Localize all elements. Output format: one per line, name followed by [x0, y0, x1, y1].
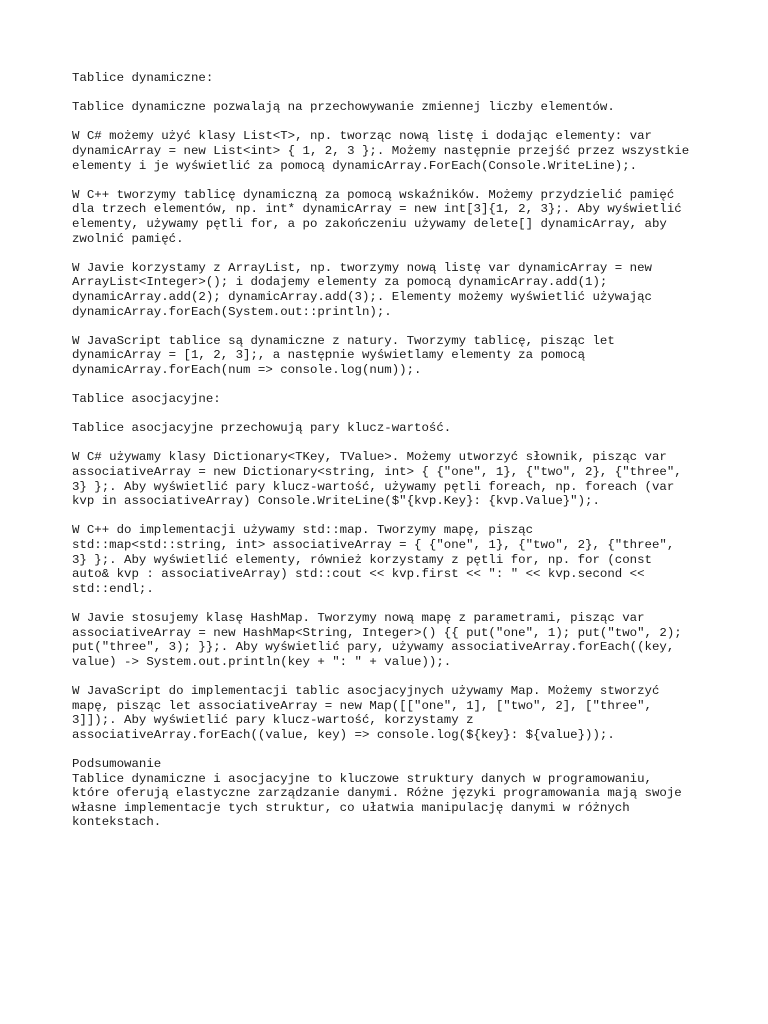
paragraph-associative-intro: Tablice asocjacyjne przechowują pary klucz-wartość.	[72, 421, 452, 436]
document-body	[72, 71, 702, 830]
paragraph-associative-cpp: W C++ do implementacji używamy std::map. Tworzymy mapę, pisząc std::map<std::string, int> associativeArray = { {"one", 1}, {"two", 2}, {"three", 3} };. Aby wyświetlić elementy, również korzystamy z pętli for, np. for (const auto& kvp : associativeArray) std::cout << kvp.first << ": " << kvp.second << std::endl;.	[72, 523, 675, 596]
paragraph-associative-csharp: W C# używamy klasy Dictionary<TKey, TValue>. Możemy utworzyć słownik, pisząc var associativeArray = new Dictionary<string, int> { {"one", 1}, {"two", 2}, {"three", 3} };. Aby wyświetlić pary klucz-wartość, używamy pętli foreach, np. foreach (var kvp in associativeArray) Console.WriteLine($"{kvp.Key}: {kvp.Value}");.	[72, 450, 682, 509]
paragraph-dynamic-cpp: W C++ tworzymy tablicę dynamiczną za pomocą wskaźników. Możemy przydzielić pamięć dla trzech elementów, np. int* dynamicArray = new int[3]{1, 2, 3};. Aby wyświetlić elementy, używamy pętli for, a po zakończeniu używamy delete[] dynamicArray, aby zwolnić pamięć.	[72, 187, 682, 246]
paragraph-dynamic-javascript: W JavaScript tablice są dynamiczne z natury. Tworzymy tablicę, pisząc let dynamicArray = [1, 2, 3];, a następnie wyświetlamy elementy za pomocą dynamicArray.forEach(num => console.log(num));.	[72, 333, 615, 377]
paragraph-dynamic-intro: Tablice dynamiczne pozwalają na przechowywanie zmiennej liczby elementów.	[72, 100, 615, 115]
heading-associative-arrays: Tablice asocjacyjne:	[72, 392, 221, 407]
paragraph-associative-javascript: W JavaScript do implementacji tablic asocjacyjnych używamy Map. Możemy stworzyć mapę, pisząc let associativeArray = new Map([["one", 1], ["two", 2], ["three", 3]]);. Aby wyświetlić pary klucz-wartość, korzystamy z associativeArray.forEach((value, key) => console.log(${key}: ${value}));.	[72, 683, 660, 742]
paragraph-dynamic-csharp: W C# możemy użyć klasy List<T>, np. tworząc nową listę i dodając elementy: var dynamicArray = new List<int> { 1, 2, 3 };. Możemy następnie przejść przez wszystkie elementy i je wyświetlić za pomocą dynamicArray.ForEach(Console.WriteLine);.	[72, 129, 690, 173]
paragraph-summary: Podsumowanie Tablice dynamiczne i asocjacyjne to kluczowe struktury danych w programowaniu, które oferują elastyczne zarządzanie danymi. Różne języki programowania mają swoje własne implementacje tych struktur, co ułatwia manipulację danymi w różnych kontekstach.	[72, 756, 682, 830]
paragraph-dynamic-java: W Javie korzystamy z ArrayList, np. tworzymy nową listę var dynamicArray = new ArrayList<Integer>(); i dodajemy elementy za pomocą dynamicArray.add(1); dynamicArray.add(2); dynamicArray.add(3);. Elementy możemy wyświetlić używając dynamicArray.forEach(System.out::println);.	[72, 260, 652, 319]
heading-dynamic-arrays: Tablice dynamiczne:	[72, 71, 214, 85]
paragraph-associative-java: W Javie stosujemy klasę HashMap. Tworzymy nową mapę z parametrami, pisząc var associativeArray = new HashMap<String, Integer>() {{ put("one", 1); put("two", 2); put("three", 3); }};. Aby wyświetlić pary, używamy associativeArray.forEach((key, value) -> System.out.println(key + ": " + value));.	[72, 610, 682, 669]
